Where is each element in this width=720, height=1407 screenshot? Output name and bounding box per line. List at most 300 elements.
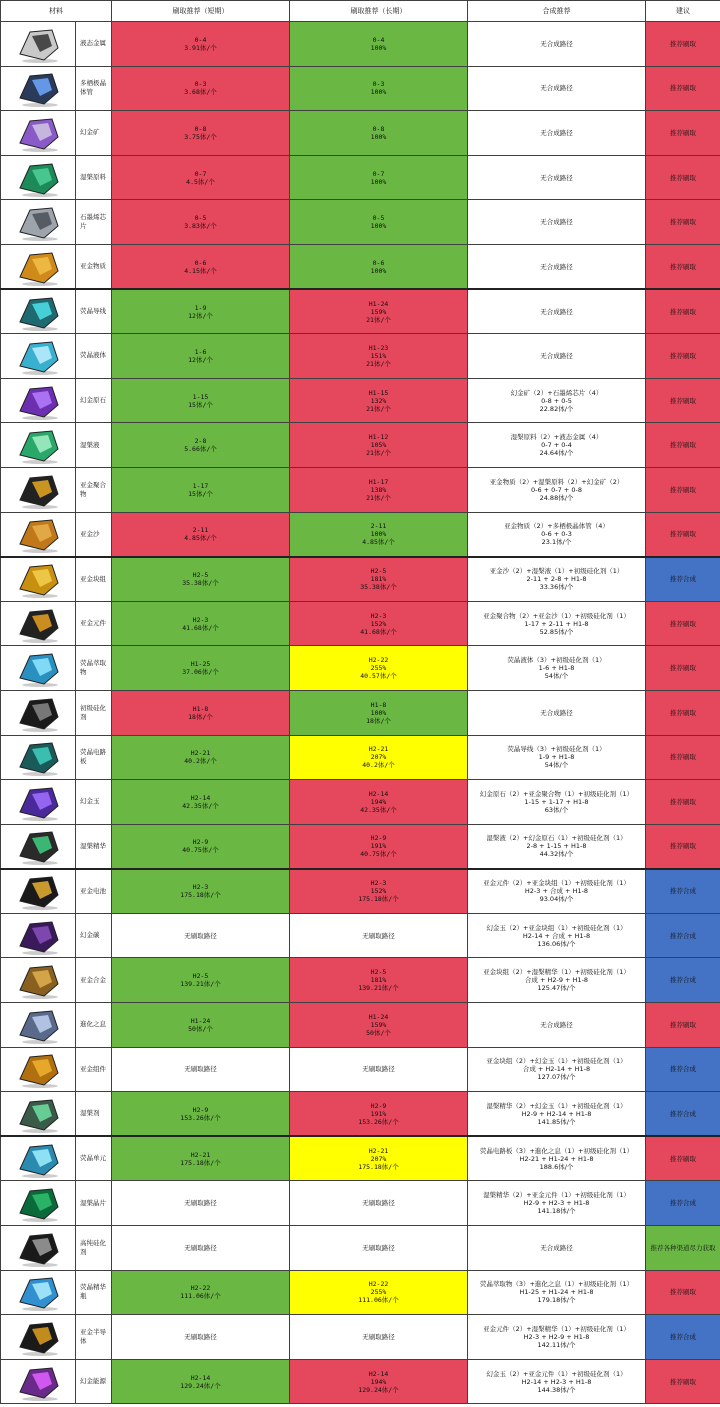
- long-term-cell-line: H1-8: [370, 700, 387, 709]
- cyan-vial-icon: [8, 336, 68, 376]
- synthesis-cell-line: 亚金元件（2）+湿槃精华（1）+初级硅化剂（1）: [483, 1325, 630, 1334]
- synthesis-cell-line: 142.11体/个: [537, 1341, 576, 1350]
- gold-capsule-icon: [8, 470, 68, 510]
- material-name: 荧晶单元: [76, 1136, 112, 1181]
- synthesis-cell-line: 荧晶导线（3）+初级硅化剂（1）: [507, 745, 606, 754]
- short-term-cell-line: 1-15: [192, 392, 209, 401]
- material-icon-cell: [1, 200, 76, 245]
- material-icon-cell: [1, 1226, 76, 1271]
- green-essence-icon: [8, 826, 68, 866]
- table-row: [1, 244, 720, 289]
- synthesis-cell-line: 141.85体/个: [537, 1117, 576, 1126]
- short-term-cell: [112, 1136, 290, 1181]
- advice-badge: 推荐刷取: [646, 512, 720, 557]
- synthesis-cell: [468, 646, 646, 691]
- short-term-cell-line: 4.85体/个: [184, 534, 217, 543]
- material-icon-cell: [1, 913, 76, 958]
- long-term-cell: [290, 467, 468, 512]
- synthesis-cell: [468, 111, 646, 156]
- long-term-cell-line: 21体/个: [366, 493, 391, 502]
- short-term-cell-line: H2-9: [192, 838, 209, 847]
- long-term-cell-line: 159%: [370, 1020, 387, 1029]
- long-term-cell: [290, 1136, 468, 1181]
- gold-nugget-icon: [8, 247, 68, 287]
- short-term-cell-line: H2-3: [192, 883, 209, 892]
- table-row: [1, 1315, 720, 1360]
- green-flask-icon: [8, 425, 68, 465]
- long-term-cell: [290, 423, 468, 468]
- long-term-cell-line: 21体/个: [366, 315, 391, 324]
- synthesis-cell-line: H2-14 + H2-3 + H1-8: [521, 1377, 592, 1386]
- short-term-cell-line: 139.21体/个: [180, 980, 221, 989]
- short-term-cell-line: 5.66体/个: [184, 445, 217, 454]
- gold-battery-icon: [8, 871, 68, 911]
- short-term-cell-line: H2-9: [192, 1105, 209, 1114]
- synthesis-cell-line: 无合成路径: [540, 39, 573, 48]
- transistor-icon: [8, 68, 68, 108]
- synthesis-cell-line: 无合成路径: [540, 1243, 573, 1252]
- advice-badge: 推荐刷取: [646, 66, 720, 111]
- material-name: 亚金聚合物: [76, 467, 112, 512]
- synthesis-cell: [468, 601, 646, 646]
- synthesis-cell-line: 54体/个: [544, 761, 569, 770]
- synthesis-cell-line: 亚金块组（2）+湿槃精华（1）+初级硅化剂（1）: [483, 968, 630, 977]
- table-row: [1, 1003, 720, 1048]
- short-term-cell-line: 175.18体/个: [180, 891, 221, 900]
- synthesis-cell-line: 荧晶液体（3）+初级硅化剂（1）: [507, 656, 606, 665]
- short-term-cell: [112, 334, 290, 379]
- long-term-cell-line: 18体/个: [366, 716, 391, 725]
- long-term-cell-line: 40.57体/个: [360, 672, 397, 681]
- short-term-cell-line: 2-11: [192, 526, 209, 535]
- synthesis-cell: [468, 824, 646, 869]
- synthesis-cell-line: 荧晶电路板（3）+進化之息（1）+初级硅化剂（1）: [479, 1146, 634, 1155]
- short-term-cell-line: 3.68体/个: [184, 88, 217, 97]
- long-term-cell: [290, 1315, 468, 1360]
- header-advice: 建议: [646, 1, 720, 22]
- synthesis-cell-line: 幻金原石（2）+亚金聚合物（1）+初级硅化剂（1）: [479, 789, 634, 798]
- short-term-cell-line: 0-3: [194, 80, 207, 89]
- long-term-cell-line: 139.21体/个: [358, 984, 399, 993]
- short-term-cell-line: H1-8: [192, 704, 209, 713]
- synthesis-cell-line: 0-6 + 0-7 + 0-8: [530, 485, 582, 494]
- short-term-cell: [112, 1315, 290, 1360]
- material-icon-cell: [1, 780, 76, 825]
- long-term-cell-line: 无刷取路径: [362, 1065, 395, 1074]
- synthesis-cell-line: 52.85体/个: [539, 627, 574, 636]
- long-term-cell-line: 111.06体/个: [358, 1296, 399, 1305]
- long-term-cell: [290, 1047, 468, 1092]
- synthesis-cell: [468, 735, 646, 780]
- long-term-cell-line: H1-17: [368, 477, 389, 486]
- synthesis-cell: [468, 467, 646, 512]
- table-row: [1, 913, 720, 958]
- material-icon-cell: [1, 244, 76, 289]
- long-term-cell-line: 21体/个: [366, 404, 391, 413]
- synthesis-cell-line: H2-9 + H2-3 + H1-8: [523, 1199, 590, 1208]
- short-term-cell-line: H2-21: [190, 749, 211, 758]
- short-term-cell: [112, 467, 290, 512]
- short-term-cell: [112, 22, 290, 67]
- short-term-cell-line: H2-5: [192, 972, 209, 981]
- material-icon-cell: [1, 1003, 76, 1048]
- long-term-cell: [290, 690, 468, 735]
- material-icon-cell: [1, 958, 76, 1003]
- triple-canister-icon: [8, 1228, 68, 1268]
- synthesis-cell: [468, 690, 646, 735]
- short-term-cell-line: 37.06体/个: [182, 668, 219, 677]
- synthesis-cell: [468, 780, 646, 825]
- synthesis-cell-line: 144.38体/个: [537, 1385, 576, 1394]
- synthesis-cell-line: H2-3 + H2-9 + H1-8: [523, 1333, 590, 1342]
- long-term-cell: [290, 378, 468, 423]
- short-term-cell-line: 2-8: [194, 437, 207, 446]
- advice-badge: 推荐刷取: [646, 289, 720, 334]
- synthesis-cell-line: 亚金沙（2）+湿槃液（1）+初级硅化剂（1）: [489, 567, 624, 576]
- short-term-cell-line: 0-4: [194, 35, 207, 44]
- table-row: [1, 423, 720, 468]
- synthesis-cell-line: H2-21 + H1-24 + H1-8: [519, 1154, 594, 1163]
- synthesis-cell: [468, 1136, 646, 1181]
- short-term-cell: [112, 1270, 290, 1315]
- material-icon-cell: [1, 1047, 76, 1092]
- long-term-cell-line: 无刷取路径: [362, 1243, 395, 1252]
- long-term-cell-line: H1-23: [368, 343, 389, 352]
- synthesis-cell-line: 无合成路径: [540, 128, 573, 137]
- gold-sand-icon: [8, 514, 68, 554]
- synthesis-cell-line: 125.47体/个: [537, 984, 576, 993]
- short-term-cell-line: 153.26体/个: [180, 1113, 221, 1122]
- synthesis-cell: [468, 1092, 646, 1137]
- short-term-cell-line: H2-22: [190, 1284, 211, 1293]
- short-term-cell-line: 无刷取路径: [184, 1243, 217, 1252]
- material-name: 幻金碳: [76, 913, 112, 958]
- material-icon-cell: [1, 1181, 76, 1226]
- synthesis-cell-line: 136.06体/个: [537, 939, 576, 948]
- short-term-cell: [112, 155, 290, 200]
- long-term-cell-line: 255%: [370, 1288, 387, 1297]
- graphene-chip-icon: [8, 202, 68, 242]
- synthesis-cell: [468, 200, 646, 245]
- cyan-unit-icon: [8, 1139, 68, 1179]
- table-row: [1, 334, 720, 379]
- material-name: 湿槃精华: [76, 824, 112, 869]
- synthesis-cell: [468, 244, 646, 289]
- material-icon-cell: [1, 155, 76, 200]
- material-icon-cell: [1, 1270, 76, 1315]
- synthesis-cell-line: 湿槃液（2）+幻金原石（1）+初级硅化剂（1）: [486, 834, 627, 843]
- long-term-cell-line: 129.24体/个: [358, 1385, 399, 1394]
- synthesis-cell-line: 亚金物质（2）+多栖极晶体管（4）: [504, 522, 609, 531]
- synthesis-cell-line: 179.18体/个: [537, 1296, 576, 1305]
- material-icon-cell: [1, 690, 76, 735]
- header-long-term: 刷取推荐（长期）: [290, 1, 468, 22]
- long-term-cell: [290, 111, 468, 156]
- synthesis-cell-line: 0-7 + 0-4: [541, 441, 572, 450]
- material-name: 亚金元件: [76, 601, 112, 646]
- long-term-cell-line: 42.35体/个: [360, 805, 397, 814]
- short-term-cell-line: H1-25: [190, 660, 211, 669]
- short-term-cell-line: 3.91体/个: [184, 43, 217, 52]
- long-term-cell-line: 100%: [370, 222, 387, 231]
- long-term-cell-line: H1-24: [368, 299, 389, 308]
- short-term-cell-line: 3.75体/个: [184, 132, 217, 141]
- advice-badge: 推荐刷取: [646, 1359, 720, 1404]
- synthesis-cell-line: 亚金物质（2）+湿槃原料（2）+幻金矿（2）: [489, 477, 624, 486]
- short-term-cell-line: 4.5体/个: [186, 177, 215, 186]
- short-term-cell-line: 42.35体/个: [182, 801, 219, 810]
- short-term-cell-line: 175.18体/个: [180, 1158, 221, 1167]
- advice-badge: 推荐合成: [646, 913, 720, 958]
- short-term-cell: [112, 690, 290, 735]
- table-row: [1, 557, 720, 602]
- short-term-cell: [112, 780, 290, 825]
- material-name: 高纯硅化剂: [76, 1226, 112, 1271]
- long-term-cell-line: 40.75体/个: [360, 850, 397, 859]
- long-term-cell-line: 152%: [370, 887, 387, 896]
- short-term-cell: [112, 601, 290, 646]
- short-term-cell-line: 0-7: [194, 169, 207, 178]
- table-row: [1, 1270, 720, 1315]
- long-term-cell-line: H2-3: [370, 611, 387, 620]
- synthesis-cell-line: 33.36体/个: [539, 583, 574, 592]
- material-icon-cell: [1, 512, 76, 557]
- long-term-cell-line: H1-12: [368, 433, 389, 442]
- long-term-cell-line: 0-6: [372, 258, 385, 267]
- material-name: 亚金合金: [76, 958, 112, 1003]
- short-term-cell-line: H2-14: [190, 1373, 211, 1382]
- material-name: 亚金沙: [76, 512, 112, 557]
- cyan-wire-icon: [8, 292, 68, 332]
- long-term-cell: [290, 200, 468, 245]
- synthesis-cell: [468, 1047, 646, 1092]
- material-icon-cell: [1, 869, 76, 914]
- synthesis-cell-line: 23.1体/个: [541, 538, 572, 547]
- short-term-cell: [112, 1359, 290, 1404]
- material-icon-cell: [1, 423, 76, 468]
- gold-component-icon: [8, 604, 68, 644]
- gold-alloy-icon: [8, 960, 68, 1000]
- table-row: [1, 646, 720, 691]
- synthesis-cell: [468, 913, 646, 958]
- synthesis-cell-line: 141.18体/个: [537, 1207, 576, 1216]
- synthesis-cell-line: 1-15 + 1-17 + H1-8: [524, 797, 589, 806]
- table-row: [1, 200, 720, 245]
- material-icon-cell: [1, 557, 76, 602]
- synthesis-cell-line: 湿槃精华（2）+亚金元件（1）+初级硅化剂（1）: [483, 1191, 630, 1200]
- purple-ore-icon: [8, 113, 68, 153]
- table-row: [1, 22, 720, 67]
- material-name: 荧晶萃取物: [76, 646, 112, 691]
- material-icon-cell: [1, 1092, 76, 1137]
- long-term-cell: [290, 1359, 468, 1404]
- short-term-cell-line: 1-9: [194, 303, 207, 312]
- advice-badge: 推荐刷取: [646, 334, 720, 379]
- long-term-cell: [290, 1092, 468, 1137]
- long-term-cell-line: 0-8: [372, 124, 385, 133]
- purple-energy-icon: [8, 1362, 68, 1402]
- material-icon-cell: [1, 1359, 76, 1404]
- synthesis-cell-line: 63体/个: [544, 805, 569, 814]
- short-term-cell-line: 0-5: [194, 214, 207, 223]
- long-term-cell-line: H2-5: [370, 567, 387, 576]
- short-term-cell: [112, 646, 290, 691]
- table-row: [1, 735, 720, 780]
- material-name: 湿槃原料: [76, 155, 112, 200]
- short-term-cell: [112, 423, 290, 468]
- synthesis-cell: [468, 289, 646, 334]
- short-term-cell: [112, 913, 290, 958]
- synthesis-cell-line: 湿槃精华（2）+幻金玉（1）+初级硅化剂（1）: [486, 1101, 627, 1110]
- material-name: 荧晶电路板: [76, 735, 112, 780]
- advice-badge: 推荐刷取: [646, 155, 720, 200]
- long-term-cell: [290, 512, 468, 557]
- synthesis-cell-line: H1-25 + H1-24 + H1-8: [519, 1288, 594, 1297]
- short-term-cell-line: H2-21: [190, 1150, 211, 1159]
- short-term-cell-line: 0-8: [194, 124, 207, 133]
- material-icon-cell: [1, 1315, 76, 1360]
- table-row: [1, 1181, 720, 1226]
- material-name: 幻金原石: [76, 378, 112, 423]
- long-term-cell-line: 无刷取路径: [362, 931, 395, 940]
- advice-badge: 推荐刷取: [646, 601, 720, 646]
- synthesis-cell-line: 荧晶萃取物（3）+進化之息（1）+初级硅化剂（1）: [479, 1280, 634, 1289]
- material-name: 幻金能源: [76, 1359, 112, 1404]
- synthesis-cell-line: 2-11 + 2-8 + H1-8: [526, 575, 587, 584]
- material-icon-cell: [1, 646, 76, 691]
- material-name: 荧晶精华瓶: [76, 1270, 112, 1315]
- long-term-cell-line: H2-3: [370, 879, 387, 888]
- short-term-cell: [112, 289, 290, 334]
- cyan-bottle-icon: [8, 1272, 68, 1312]
- material-icon-cell: [1, 601, 76, 646]
- long-term-cell-line: 181%: [370, 976, 387, 985]
- long-term-cell-line: 207%: [370, 1154, 387, 1163]
- long-term-cell-line: 21体/个: [366, 359, 391, 368]
- synthesis-cell-line: 无合成路径: [540, 173, 573, 182]
- evolution-tube-icon: [8, 1005, 68, 1045]
- synthesis-cell-line: 无合成路径: [540, 84, 573, 93]
- purple-carbon-icon: [8, 916, 68, 956]
- short-term-cell-line: H2-5: [192, 571, 209, 580]
- long-term-cell-line: 159%: [370, 307, 387, 316]
- table-header: [1, 1, 720, 22]
- advice-badge: 推荐合成: [646, 1092, 720, 1137]
- long-term-cell-line: 194%: [370, 797, 387, 806]
- long-term-cell-line: 132%: [370, 396, 387, 405]
- synthesis-cell-line: H2-3 + 合成 + H1-8: [524, 887, 589, 896]
- material-name: 亚金组件: [76, 1047, 112, 1092]
- synthesis-cell: [468, 1226, 646, 1271]
- circuit-board-icon: [8, 737, 68, 777]
- dark-canister-icon: [8, 693, 68, 733]
- short-term-cell-line: H1-24: [190, 1016, 211, 1025]
- purple-stone-icon: [8, 381, 68, 421]
- short-term-cell-line: 1-6: [194, 347, 207, 356]
- advice-badge: 推荐刷取: [646, 735, 720, 780]
- table-row: [1, 66, 720, 111]
- synthesis-cell-line: 幻金玉（2）+亚金元件（1）+初级硅化剂（1）: [486, 1369, 627, 1378]
- short-term-cell: [112, 1181, 290, 1226]
- synthesis-cell: [468, 423, 646, 468]
- long-term-cell-line: 152%: [370, 619, 387, 628]
- advice-badge: 推荐刷取: [646, 200, 720, 245]
- long-term-cell-line: H2-9: [370, 1101, 387, 1110]
- advice-badge: 推荐合成: [646, 958, 720, 1003]
- material-name: 液态金属: [76, 22, 112, 67]
- short-term-cell-line: 0-6: [194, 258, 207, 267]
- advice-badge: 推荐刷取: [646, 824, 720, 869]
- short-term-cell-line: 1-17: [192, 481, 209, 490]
- short-term-cell-line: 40.75体/个: [182, 846, 219, 855]
- table-row: [1, 1136, 720, 1181]
- short-term-cell-line: 41.68体/个: [182, 623, 219, 632]
- long-term-cell-line: 0-7: [372, 169, 385, 178]
- short-term-cell: [112, 66, 290, 111]
- material-icon-cell: [1, 66, 76, 111]
- material-name: 亚金块组: [76, 557, 112, 602]
- synthesis-cell-line: 幻金玉（2）+亚金块组（1）+初级硅化剂（1）: [486, 923, 627, 932]
- table-row: [1, 1047, 720, 1092]
- long-term-cell: [290, 958, 468, 1003]
- material-name: 多栖极晶体管: [76, 66, 112, 111]
- synthesis-cell: [468, 1315, 646, 1360]
- short-term-cell-line: H2-3: [192, 615, 209, 624]
- long-term-cell-line: H2-21: [368, 1146, 389, 1155]
- long-term-cell-line: 100%: [370, 266, 387, 275]
- long-term-cell-line: H2-22: [368, 656, 389, 665]
- material-icon-cell: [1, 467, 76, 512]
- material-name: 荧晶液体: [76, 334, 112, 379]
- synthesis-cell: [468, 557, 646, 602]
- advice-badge: 推荐合成: [646, 1047, 720, 1092]
- advice-badge: 推荐刷取: [646, 378, 720, 423]
- long-term-cell: [290, 1003, 468, 1048]
- long-term-cell-line: 151%: [370, 351, 387, 360]
- table-row: [1, 467, 720, 512]
- synthesis-cell-line: 亚金块组（2）+幻金玉（1）+初级硅化剂（1）: [486, 1057, 627, 1066]
- short-term-cell-line: H2-14: [190, 793, 211, 802]
- long-term-cell-line: 207%: [370, 753, 387, 762]
- header-synthesis: 合成推荐: [468, 1, 646, 22]
- material-name: 亚金电池: [76, 869, 112, 914]
- short-term-cell: [112, 824, 290, 869]
- long-term-cell: [290, 824, 468, 869]
- table-row: [1, 690, 720, 735]
- synthesis-cell: [468, 66, 646, 111]
- material-icon-cell: [1, 824, 76, 869]
- short-term-cell-line: 无刷取路径: [184, 1333, 217, 1342]
- advice-badge: 推荐刷取: [646, 690, 720, 735]
- long-term-cell: [290, 289, 468, 334]
- header-short-term: 刷取推荐（短期）: [112, 1, 290, 22]
- table-row: [1, 601, 720, 646]
- synthesis-cell-line: 合成 + H2-9 + H1-8: [524, 976, 589, 985]
- long-term-cell-line: 191%: [370, 1109, 387, 1118]
- table-row: [1, 824, 720, 869]
- long-term-cell: [290, 66, 468, 111]
- short-term-cell-line: 无刷取路径: [184, 931, 217, 940]
- long-term-cell-line: 0-5: [372, 214, 385, 223]
- long-term-cell-line: H2-9: [370, 834, 387, 843]
- short-term-cell-line: 15体/个: [188, 489, 213, 498]
- short-term-cell: [112, 200, 290, 245]
- synthesis-cell: [468, 1270, 646, 1315]
- advice-badge: 推荐合成: [646, 557, 720, 602]
- long-term-cell: [290, 646, 468, 691]
- long-term-cell-line: 181%: [370, 575, 387, 584]
- table-row: [1, 155, 720, 200]
